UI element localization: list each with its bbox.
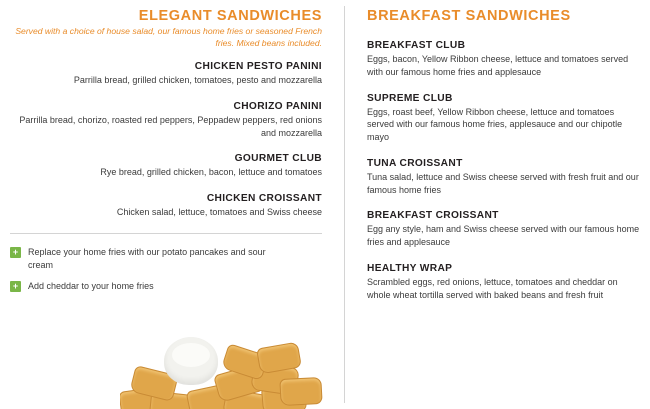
menu-item-name: GOURMET CLUB <box>234 153 322 165</box>
menu-item-description: Parrilla bread, grilled chicken, tomatoes, pesto and mozzarella <box>73 75 322 86</box>
menu-item-description: Chicken salad, lettuce, tomatoes and Swiss cheese <box>116 207 322 218</box>
menu-item <box>10 61 322 87</box>
menu-item-description: Tuna salad, lettuce and Swiss cheese served with fresh fruit and our famous home fries <box>367 171 639 195</box>
menu-item <box>367 263 640 302</box>
menu-item-name: CHORIZO PANINI <box>233 100 322 112</box>
section-subtitle-elegant-sandwiches: Served with a choice of house salad, our famous home fries or seasoned French fries. Mixed beans included. <box>15 26 322 48</box>
menu-item-name: CHICKEN CROISSANT <box>206 193 322 205</box>
menu-item <box>367 93 640 144</box>
menu-item <box>367 40 640 79</box>
menu-item-description: Rye bread, grilled chicken, bacon, lettuce and tomatoes <box>100 167 322 178</box>
plus-icon: + <box>10 247 21 258</box>
section-title-elegant-sandwiches: ELEGANT SANDWICHES <box>138 8 322 24</box>
menu-item-description: Egg any style, ham and Swiss cheese served with our famous home fries and applesauce <box>367 224 640 248</box>
menu-item-name: BREAKFAST CROISSANT <box>367 210 499 222</box>
menu-item <box>10 153 322 179</box>
menu-item-name: SUPREME CLUB <box>367 92 453 104</box>
menu-item-description: Scrambled eggs, red onions, lettuce, tomatoes and cheddar on whole wheat tortilla served with baked beans and fresh fruit <box>367 276 618 300</box>
addon-item <box>10 246 322 271</box>
menu-item-name: HEALTHY WRAP <box>367 262 453 274</box>
menu-item <box>10 101 322 140</box>
menu-item <box>10 193 322 219</box>
plus-icon: + <box>10 281 21 292</box>
menu-item-description: Eggs, bacon, Yellow Ribbon cheese, lettuce and tomatoes served with our famous home fries and applesauce <box>367 54 629 77</box>
addons-list <box>10 246 322 293</box>
menu-item-name: BREAKFAST CLUB <box>367 40 466 51</box>
menu-item-description: Parrilla bread, chorizo, roasted red peppers, Peppadew peppers, red onions and mozzarella <box>19 114 322 138</box>
nuggets-plate <box>120 337 325 409</box>
dipping-sauce <box>164 337 218 385</box>
menu-item <box>367 210 640 249</box>
menu-item-name: CHICKEN PESTO PANINI <box>194 61 322 73</box>
menu-item-description: Eggs, roast beef, Yellow Ribbon cheese, lettuce and tomatoes served with our famous home fries, applesauce and our chipotle mayo <box>367 106 623 143</box>
addon-item <box>10 280 322 293</box>
addon-item-text: Replace your home fries with our potato pancakes and sour cream <box>28 247 266 270</box>
breakfast-sandwiches-column <box>345 0 650 409</box>
section-title-breakfast-sandwiches: BREAKFAST SANDWICHES <box>367 8 571 24</box>
menu-item <box>367 158 640 197</box>
menu-item-name: TUNA CROISSANT <box>367 157 463 169</box>
food-photo <box>120 321 325 409</box>
section-divider <box>10 233 322 234</box>
addon-item-text: Add cheddar to your home fries <box>28 281 154 292</box>
